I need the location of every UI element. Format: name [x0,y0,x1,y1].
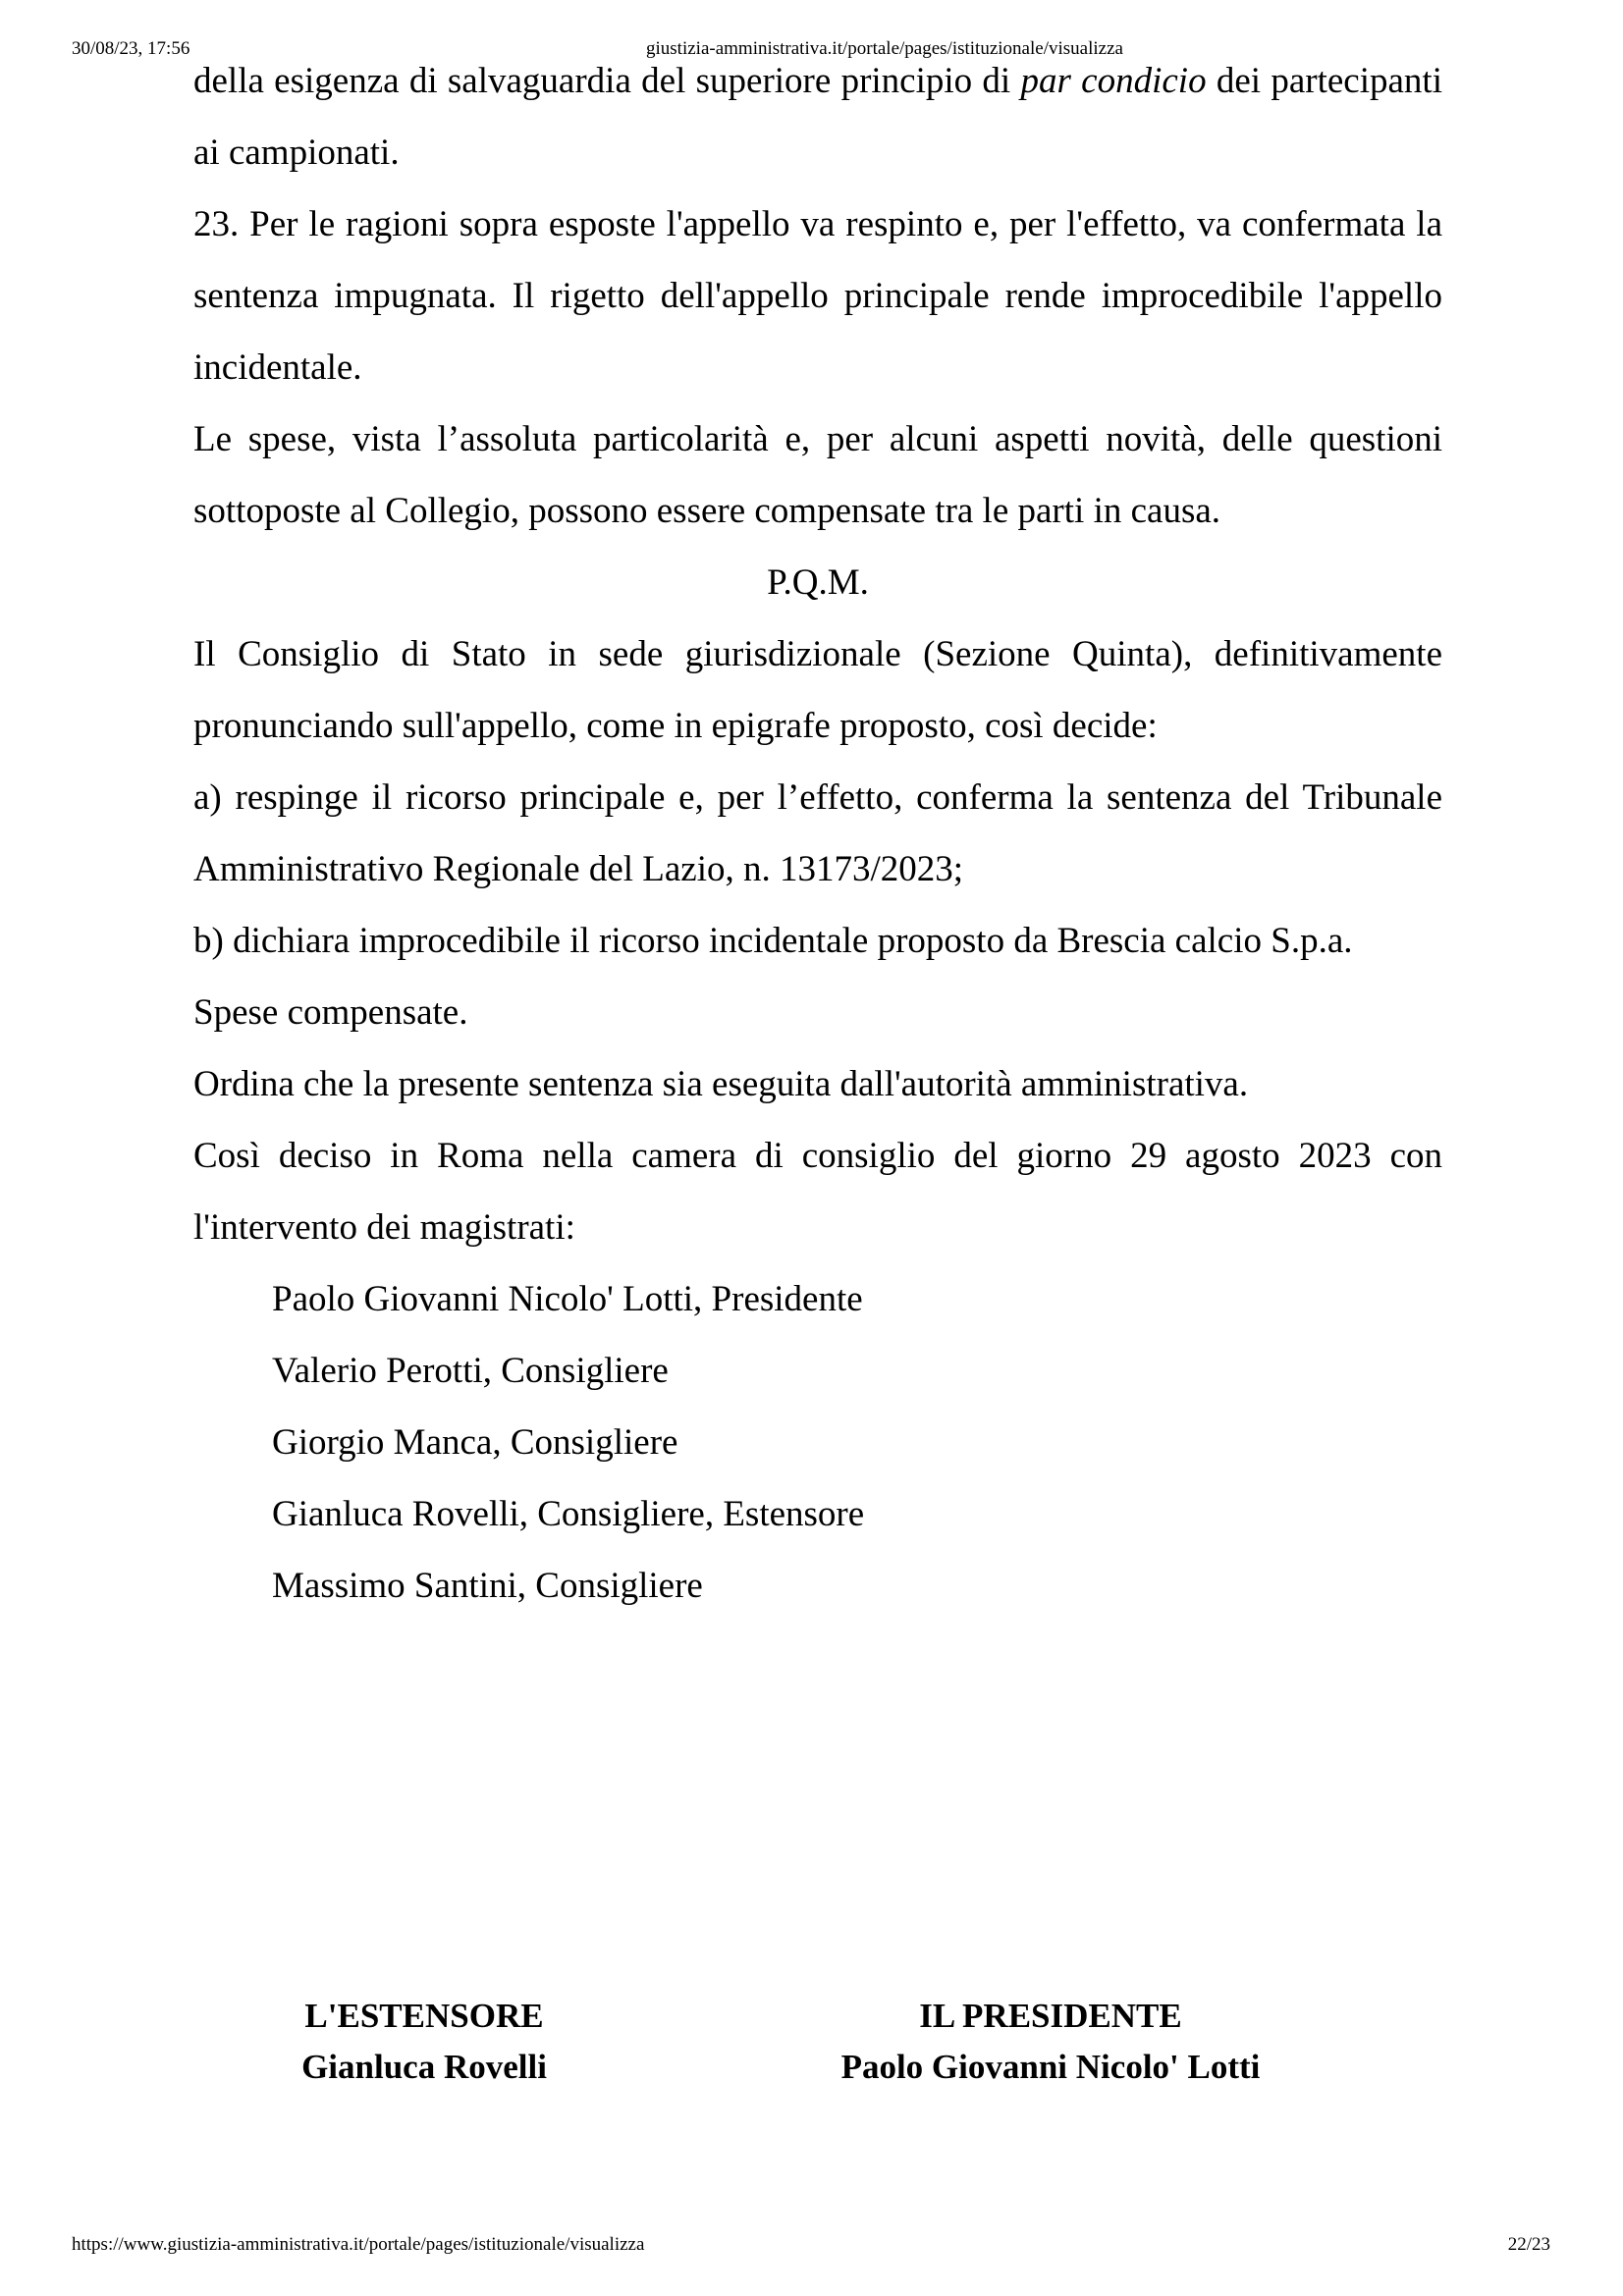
page-number: 22/23 [1507,2234,1550,2255]
print-datetime: 30/08/23, 17:56 [72,38,190,59]
paragraph-par-condicio [193,45,1442,188]
document-body [193,45,1442,1622]
paragraph-a: a) respinge il ricorso principale e, per l’effetto, conferma la sentenza del Tribunale Amministrativo Regionale del Lazio, n. 13173/2023; [193,777,1442,889]
paragraph-ordina: Ordina che la presente sentenza sia eseguita dall'autorità amministrativa. [193,1064,1249,1104]
signature-title: IL PRESIDENTE [919,1997,1182,2035]
magistrate-item: Valerio Perotti, Consigliere [272,1351,669,1391]
paragraph-b: b) dichiara improcedibile il ricorso incidentale proposto da Brescia calcio S.p.a. [193,921,1353,961]
paragraph-decision: Il Consiglio di Stato in sede giurisdizionale (Sezione Quinta), definitivamente pronunciando sull'appello, come in epigrafe proposto, così decide: [193,634,1442,746]
magistrate-item: Paolo Giovanni Nicolo' Lotti, Presidente [272,1279,863,1319]
paragraph-cosi-deciso: Così deciso in Roma nella camera di consiglio del giorno 29 agosto 2023 con l'intervento dei magistrati: [193,1136,1442,1248]
signature-name: Paolo Giovanni Nicolo' Lotti [840,2048,1261,2086]
print-header-url: giustizia-amministrativa.it/portale/pages/istituzionale/visualizza [646,38,1123,59]
pqm-heading: P.Q.M. [767,562,869,603]
magistrate-item: Giorgio Manca, Consigliere [272,1422,678,1463]
magistrate-item: Massimo Santini, Consigliere [272,1566,703,1606]
text: della esigenza di salvaguardia del superiore principio di [193,61,1021,101]
signature-estensore [277,1991,571,2093]
text: dei partecipanti ai campionati. [193,61,1442,173]
magistrate-item: Gianluca Rovelli, Consigliere, Estensore [272,1494,865,1534]
signature-presidente [805,1991,1296,2093]
paragraph-23: 23. Per le ragioni sopra esposte l'appello va respinto e, per l'effetto, va confermata la sentenza impugnata. Il rigetto dell'appello principale rende improcedibile l'appello incidentale. [193,204,1442,388]
paragraph-spese-compensate: Spese compensate. [193,992,468,1033]
italic-term: par condicio [1020,61,1207,101]
signature-name: Gianluca Rovelli [301,2048,547,2086]
signature-title: L'ESTENSORE [304,1997,544,2035]
print-footer-url: https://www.giustizia-amministrativa.it/portale/pages/istituzionale/visualizza [72,2234,645,2255]
paragraph-spese: Le spese, vista l’assoluta particolarità e, per alcuni aspetti novità, delle questioni sottoposte al Collegio, possono essere compensate tra le parti in causa. [193,419,1442,531]
